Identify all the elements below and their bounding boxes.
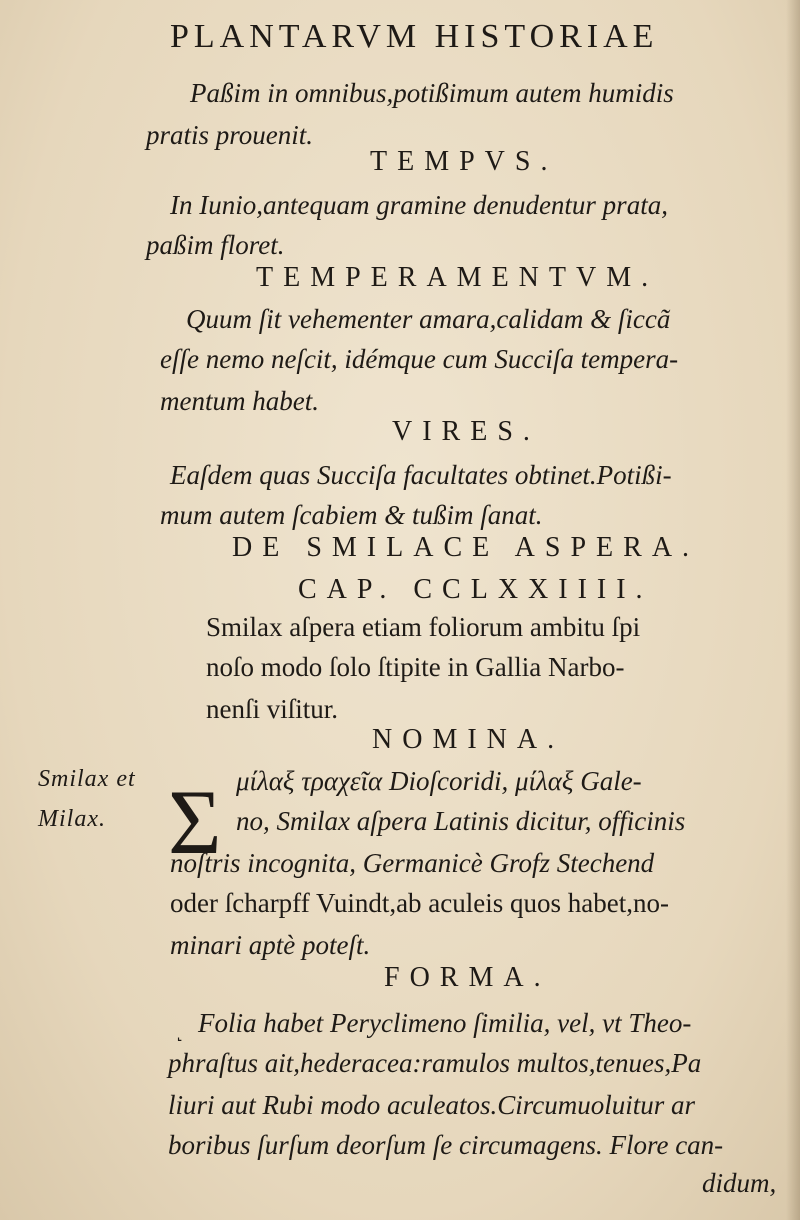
drop-capital: Σ bbox=[168, 771, 222, 873]
text-line: oder ſcharpff Vuindt,ab aculeis quos habet,no- bbox=[170, 888, 669, 918]
text-line: Eaſdem quas Succiſa facultates obtinet.Potißi- bbox=[170, 460, 672, 490]
text-line: Paßim in omnibus,potißimum autem humidis bbox=[190, 78, 674, 108]
text-line: pratis prouenit. bbox=[146, 120, 314, 150]
text-line: mentum habet. bbox=[160, 386, 319, 416]
section-heading-vires: VIRES. bbox=[392, 416, 540, 447]
text-line: Quum ſit vehementer amara,calidam & ſiccã bbox=[186, 304, 671, 334]
text-line: μίλαξ τραχεῖα Dioſcoridi, μίλαξ Gale- bbox=[236, 766, 642, 796]
chapter-number: CAP. CCLXXIIII. bbox=[298, 574, 653, 605]
text-line: nenſi viſitur. bbox=[206, 694, 338, 724]
text-line: In Iunio,antequam gramine denudentur prata, bbox=[170, 190, 668, 220]
printer-mark-icon: ˻ bbox=[176, 1016, 184, 1041]
text-line: noſtris incognita, Germanicè Grofz Stechend bbox=[170, 848, 655, 878]
page-edge-shadow bbox=[786, 0, 800, 1220]
running-head: PLANTARVM HISTORIAE bbox=[170, 18, 659, 55]
text-line: Smilax aſpera etiam foliorum ambitu ſpi bbox=[206, 612, 641, 642]
text-line: paßim floret. bbox=[146, 230, 285, 260]
margin-note: Smilax et bbox=[38, 766, 136, 792]
text-line: phraſtus ait,hederacea:ramulos multos,tenues,Pa bbox=[168, 1048, 702, 1078]
section-heading-forma: FORMA. bbox=[384, 962, 551, 993]
section-heading-temperamentum: TEMPERAMENTVM. bbox=[256, 262, 659, 293]
text-line: mum autem ſcabiem & tußim ſanat. bbox=[160, 500, 543, 530]
section-heading-nomina: NOMINA. bbox=[372, 724, 565, 755]
text-line: no, Smilax aſpera Latinis dicitur, officinis bbox=[236, 806, 686, 836]
catchword: didum, bbox=[702, 1168, 777, 1198]
text-line: Folia habet Peryclimeno ſimilia, vel, vt Theo- bbox=[198, 1008, 692, 1038]
margin-note: Milax. bbox=[38, 806, 106, 832]
text-line: boribus ſurſum deorſum ſe circumagens. Flore can- bbox=[168, 1130, 724, 1160]
text-line: minari aptè poteſt. bbox=[170, 930, 371, 960]
chapter-title: DE SMILACE ASPERA. bbox=[232, 532, 700, 563]
section-heading-tempus: TEMPVS. bbox=[370, 146, 558, 177]
text-line: noſo modo ſolo ſtipite in Gallia Narbo- bbox=[206, 652, 625, 682]
text-line: liuri aut Rubi modo aculeatos.Circumuoluitur ar bbox=[168, 1090, 696, 1120]
text-line: eſſe nemo neſcit, idémque cum Succiſa tempera- bbox=[160, 344, 679, 374]
